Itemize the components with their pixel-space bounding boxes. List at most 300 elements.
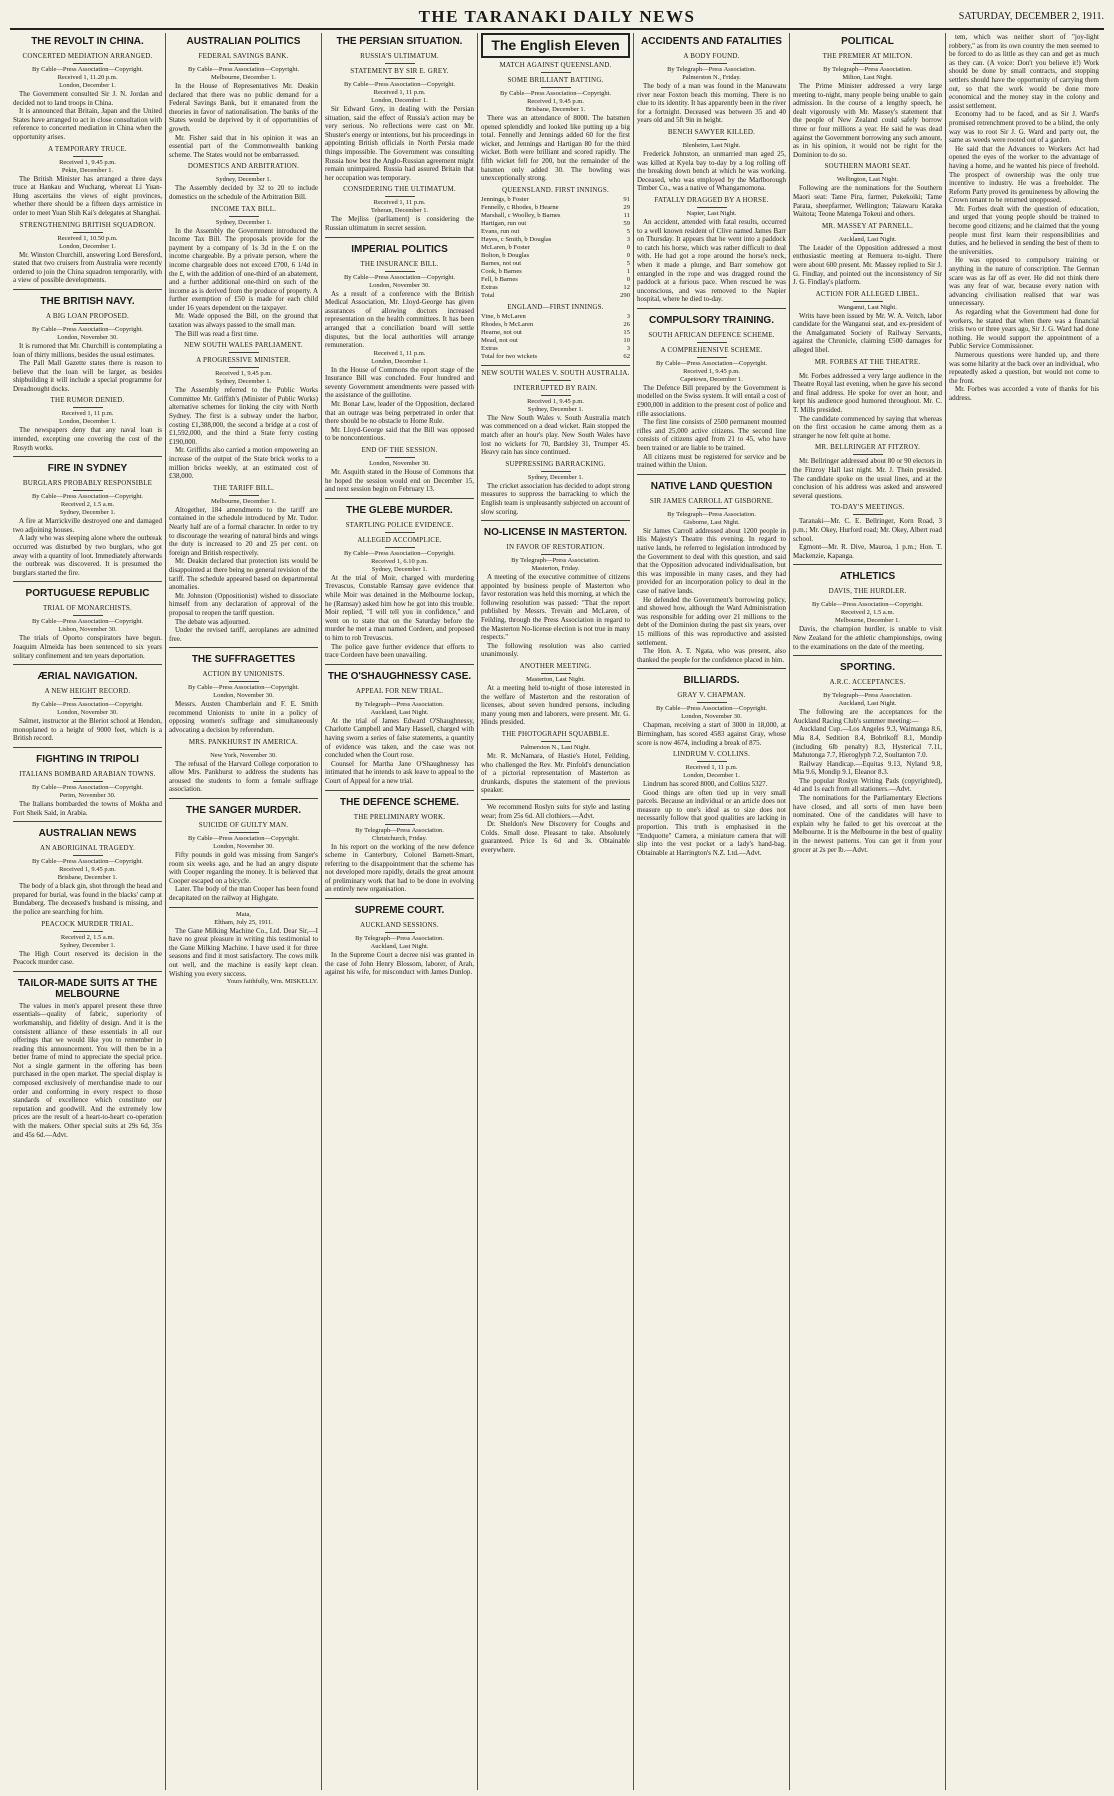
article-divider	[169, 907, 318, 908]
subheading-rule	[229, 367, 259, 368]
subheading-rule	[541, 673, 571, 674]
masthead	[10, 6, 1104, 30]
article-divider	[793, 655, 942, 656]
dateline: Received 2, 1.5 a.m.	[60, 501, 115, 509]
scorecard-title: ENGLAND—FIRST INNINGS.	[507, 302, 604, 311]
article-subheading: THE PHOTOGRAPH SQUABBLE.	[501, 730, 610, 738]
article	[481, 365, 630, 516]
article-paragraph: Sir James Carroll addressed about 1200 people in His Majesty's Theatre this evening. In regard to native lands, he referred to legislation introduced by the Government to deal with this question, and said that the Opposition advocated individualisation, but this was impossible in many cases, and they had provided for an incorporation policy to deal in the case of native lands.	[637, 526, 786, 595]
subheading-rule	[697, 342, 727, 343]
dateline: Received 2, 1.5 a.m.	[60, 933, 115, 941]
article-paragraph: Salmet, instructor at the Bleriot school at Hendon, monoplaned to a height of 9000 feet, which is a British record.	[13, 717, 162, 743]
article-paragraph: Chapman, receiving a start of 3000 in 18,000, at Birmingham, has scored 4583 against Gray, whose score is now 4674, including a break of 875.	[637, 721, 786, 747]
dateline: Gisborne, Last Night.	[683, 518, 740, 526]
article-paragraph: Counsel for Martha Jane O'Shaughnessy has intimated that he intends to ask leave to appeal to the Court of Appeal for a new trial.	[325, 759, 474, 785]
article-headline: NATIVE LAND QUESTION	[650, 480, 773, 492]
scorecard-row	[481, 260, 630, 268]
subheading-rule	[73, 232, 103, 233]
masthead-date: SATURDAY, DECEMBER 2, 1911.	[958, 11, 1104, 22]
article-divider	[325, 237, 474, 238]
dateline: By Cable—Press Association—Copyright.	[187, 835, 300, 843]
article	[13, 971, 162, 1140]
article	[637, 474, 786, 665]
article-paragraph: Taranaki—Mr. C. E. Bellringer, Korn Road, 3 p.m.; Mr. Okey, Hurford road; Mr. Okey, Albert road school.	[793, 517, 942, 543]
subheading-rule	[853, 454, 883, 455]
scorecard-table	[481, 196, 630, 300]
subheading-rule	[385, 271, 415, 272]
scorecard-row	[481, 329, 630, 337]
subheading-rule	[853, 233, 883, 234]
subheading-rule	[385, 196, 415, 197]
subheading-rule	[229, 63, 259, 64]
dateline: By Cable—Press Association—Copyright.	[31, 618, 144, 626]
article-paragraph: Mr. R. McNamara, of Hastie's Hotel, Feilding, who challenged the Rev. Mr. Pinfold's denunciation of a pictorial representation of Masterton as drunkards, disputes the statement of the previous speaker.	[481, 752, 630, 795]
article-subheading: NEW SOUTH WALES V. SOUTH AUSTRALIA.	[481, 368, 630, 377]
batsman-name: Evans, run out	[481, 227, 520, 235]
dateline: By Cable—Press Association—Copyright.	[499, 90, 612, 97]
dateline: Received 1, 11 p.m.	[373, 349, 426, 357]
dateline: Mata,	[236, 910, 251, 918]
dateline: By Telegraph—Press Association.	[355, 935, 444, 943]
article	[325, 790, 474, 895]
subheading-rule	[853, 63, 883, 64]
article-paragraph: He said that the Advances to Workers Act had opened the eyes of the worker to the advantage of having a home, and he wanted his piece of freehold. The prospect of ownership was the only true incentive to industry. He was a freeholder. The Reform Party proved its genuineness by allowing the Crown tenant to be returned unopposed.	[949, 144, 1099, 205]
article	[169, 647, 318, 794]
article-paragraph: The body of a black gin, shot through the head and prepared for burial, was found in the blacks' camp at Bundaberg. The deceased's husband is missing, and the police are searching for him.	[13, 882, 162, 916]
article	[481, 520, 630, 795]
article-paragraph: As a result of a conference with the British Medical Association, Mr. Lloyd-George has given assurances of allowing doctors increased representation on the health committees. It has been arranged that a conciliation board will settle disputes, but the local authorities will arrange remuneration.	[325, 289, 474, 350]
column	[634, 33, 790, 1790]
dateline: By Cable—Press Association—Copyright.	[31, 493, 144, 501]
subheading-rule	[73, 615, 103, 616]
article-paragraph: In the Supreme Court a decree nisi was granted in the case of John Henry Blossom, laborer, of Arah, against his wife, for misconduct with James Dunlop.	[325, 951, 474, 977]
article-subheading: STATEMENT BY SIR E. GREY.	[350, 67, 449, 75]
dateline: London, November 30.	[57, 709, 118, 717]
batsman-runs: 12	[623, 283, 630, 291]
article-headline: FIGHTING IN TRIPOLI	[36, 753, 139, 765]
batsman-name: Hartigan, run out	[481, 219, 527, 227]
dateline: Sydney, December 1.	[215, 218, 272, 226]
article-paragraph: The Mejliss (parliament) is considering the Russian ultimatum in secret session.	[325, 215, 474, 232]
batsman-runs: 0	[626, 251, 630, 259]
article-subheading: DOMESTICS AND ARBITRATION.	[187, 162, 300, 171]
article-paragraph: The New South Wales v. South Australia match was commenced on a dead wicket. Rain stopped the match after an hour's play. New South Wales have lost no wickets for 70, Bardsley 31, Trumper 45. Heavy rain has since continued.	[481, 413, 630, 457]
article-headline: THE SUFFRAGETTES	[191, 654, 296, 666]
article-paragraph: Numerous questions were handed up, and there was some hilarity at the back over an individual, who repeatedly asked a question, but would not come to the front.	[949, 350, 1099, 385]
article-divider	[13, 664, 162, 665]
batsman-runs: 15	[623, 328, 630, 336]
article-headline: ACCIDENTS AND FATALITIES	[641, 36, 782, 47]
article	[13, 747, 162, 817]
article-subheading: A BODY FOUND.	[683, 52, 740, 60]
dateline: Sydney, December 1.	[215, 378, 272, 386]
scorecard-row	[481, 252, 630, 260]
subheading-rule	[385, 824, 415, 825]
article	[169, 798, 318, 903]
subheading-rule	[541, 72, 571, 73]
article-headline: THE GLEBE MURDER.	[346, 504, 453, 516]
article-subheading: STARTLING POLICE EVIDENCE.	[345, 520, 454, 529]
article-subheading: AN ABORIGINAL TRAGEDY.	[39, 844, 136, 853]
subheading-rule	[229, 495, 259, 496]
dateline: Sydney, December 1.	[59, 941, 116, 949]
subheading-rule	[229, 749, 259, 750]
dateline: Received 1, 11.20 p.m.	[57, 74, 118, 81]
scorecard-row	[481, 212, 630, 220]
article-headline: TAILOR-MADE SUITS AT THE MELBOURNE	[17, 977, 158, 1000]
article-paragraph: All citizens must be registered for service and be trained within the Union.	[637, 452, 786, 470]
batsman-runs: 0	[626, 275, 630, 283]
batsman-runs: 91	[623, 195, 630, 203]
dateline: Received 2, 1.5 a.m.	[840, 609, 895, 617]
article-subheading: MR. BELLRINGER AT FITZROY.	[814, 443, 921, 452]
subheading-rule	[73, 698, 103, 699]
article-subheading: STRENGTHENING BRITISH SQUADRON.	[19, 220, 156, 229]
article-paragraph: The Prime Minister addressed a very large meeting to-night, many people being unable to gain admission. In the course of a lengthy speech, he dealt vigorously with Mr. Massey's statement that the people of New Zealand could safely borrow three or four millions a year. He said he was dead against the Government borrowing any such amount, as in his opinion, it would not be right for the Dominion to do so.	[793, 82, 942, 159]
article-subheading: MRS. PANKHURST IN AMERICA.	[188, 737, 299, 746]
article-paragraph: Messrs. Austen Chamberlain and F. E. Smith recommend Unionists to unite in a policy of opposing women's suffrage and simultaneously advocating a decision by referendum.	[169, 700, 318, 735]
scorecard-row	[481, 236, 630, 244]
article-divider	[481, 520, 630, 521]
batsman-name: Barnes, not out	[481, 259, 522, 267]
article	[13, 664, 162, 743]
article-divider	[637, 668, 786, 669]
column	[946, 33, 1102, 1790]
scorecard-row	[481, 196, 630, 204]
article-subheading: TRIAL OF MONARCHISTS.	[43, 604, 132, 613]
article-divider	[481, 799, 630, 800]
dateline: London, December 1.	[59, 418, 116, 426]
subheading-rule	[697, 761, 727, 762]
column	[790, 33, 946, 1790]
article-subheading: A COMPREHENSIVE SCHEME.	[660, 345, 763, 354]
dateline: Blenheim, Last Night.	[682, 141, 741, 149]
article-headline: IMPERIAL POLITICS	[351, 243, 448, 255]
dateline: Melbourne, December 1.	[835, 617, 900, 625]
subheading-rule	[385, 698, 415, 699]
scorecard-row	[481, 292, 630, 300]
dateline: Received 1, 11 p.m.	[685, 764, 738, 772]
article-subheading: SOUTH AFRICAN DEFENCE SCHEME.	[648, 330, 775, 339]
article	[13, 289, 162, 452]
batsman-runs: 62	[623, 352, 630, 360]
article	[637, 33, 786, 304]
article-paragraph: Mr. Wade opposed the Bill, on the ground that taxation was always passed to the small man.	[169, 312, 318, 330]
article-paragraph: At the trial of Moir, charged with murdering Trevascus, Constable Ramsay gave evidence that while Moir was detained in the Melbourne lockup, he (Ramsay) asked him how he got into this trouble. Moir replied, "I will tell you in confidence," and went on to state that on the Saturday before the murder he met a man named Cordeen, and proposed to him to rob Trevascus.	[325, 573, 474, 642]
article	[793, 564, 942, 651]
article-paragraph: In the House of Commons the report stage of the Insurance Bill was concluded. Four hundred and seventy Government amendments were passed with the assistance of the guillotine.	[325, 365, 474, 400]
article	[949, 33, 1099, 403]
batsman-runs: 0	[626, 243, 630, 251]
subheading-rule	[853, 598, 883, 599]
article-paragraph: Mr. Forbes dealt with the question of education, and urged that young people should be trained to become good citizens; and he claimed that the young people must first learn their responsibilities and duties, and he believed in sending the best of them to the universities.	[949, 204, 1099, 256]
dateline: Lisbon, November 30.	[58, 626, 117, 634]
article-paragraph: Later. The body of the man Cooper has been found decapitated on the railway at Highgate.	[169, 885, 318, 902]
subheading-rule	[385, 457, 415, 458]
subheading-rule	[229, 681, 259, 682]
subheading-rule	[541, 87, 571, 88]
article-paragraph: Mr. Winston Churchill, answering Lord Beresford, stated that two cruisers from Australia were recently ordered to join the China squadron temporarily, with a view of possible developments.	[13, 250, 162, 285]
article-subheading: LINDRUM V. COLLINS.	[672, 750, 751, 759]
article	[325, 664, 474, 786]
article-headline: SUPREME COURT.	[354, 905, 445, 917]
article-paragraph: The first line consists of 2500 permanent mounted rifles and 25,000 active citizens. The second line consists of citizens aged from 21 to 45, who have been trained or are liable to be trained.	[637, 418, 786, 453]
dateline: Received 1, 10.50 p.m.	[57, 234, 118, 242]
batsman-runs: 29	[623, 203, 630, 211]
letter-signature: Yours faithfully, Wm. MISKELLY.	[226, 978, 318, 986]
article	[793, 33, 942, 560]
dateline: Auckland, Last Night.	[370, 708, 429, 716]
dateline: By Cable—Press Association—Copyright.	[31, 858, 144, 866]
dateline: London, December 1.	[683, 772, 740, 780]
scorecard-row	[481, 321, 630, 329]
article-subheading: END OF THE SESSION.	[361, 446, 438, 455]
subheading-rule	[385, 547, 415, 548]
article-paragraph: Under the revised tariff, aeroplanes are admitted free.	[169, 626, 318, 643]
dateline: London, November 30.	[213, 692, 274, 700]
subheading-rule	[385, 932, 415, 933]
dateline: Received 1, 9.45 p.m.	[527, 98, 584, 105]
article-headline: THE PERSIAN SITUATION.	[336, 36, 463, 47]
dateline: Masterton, Last Night.	[526, 676, 585, 684]
dateline: By Cable—Press Association—Copyright.	[187, 684, 300, 692]
dateline: Wellington, Last Night.	[836, 176, 899, 184]
dateline: Napier, Last Night.	[686, 209, 737, 217]
article-paragraph: In the House of Representatives Mr. Deakin declared that there was no public demand for a Federal Savings Bank, but it emanated from the theories in favor of nationalisation. The banks of the States would be deprived by it of opportunities of growth.	[169, 82, 318, 133]
article-headline: SPORTING.	[839, 662, 895, 674]
dateline: By Cable—Press Association—Copyright.	[31, 783, 144, 791]
subheading-rule	[385, 78, 415, 79]
dateline: Perim, November 30.	[59, 791, 116, 799]
article-divider	[637, 474, 786, 475]
article-paragraph: Mr. Griffiths also carried a motion empowering an increase of the output of the State brick works to a million bricks weekly, at an estimated cost of £38,000.	[169, 446, 318, 481]
batsman-runs: 290	[620, 291, 630, 299]
article-paragraph: Mr. Deakin declared that protection ists would be disappointed at there being no general revision of the tariff. The schedule appeared based on departmental anomalies.	[169, 557, 318, 592]
dateline: Received 1, 6.10 p.m.	[371, 557, 428, 565]
dateline: Palmerston N., Last Night.	[520, 744, 591, 751]
article	[793, 655, 942, 854]
batsman-runs: 3	[626, 344, 630, 352]
article-paragraph: At the trial of James Edward O'Shaughnessy, Charlotte Campbell and Mary Hassell, charged with having sworn a series of false statements, a quantity of evidence was taken, and the case was not concluded when the Court rose.	[325, 716, 474, 760]
article-paragraph: Mr. Bonar Law, leader of the Opposition, declared that an outrage was being perpetrated in order that there should be no obstacle to Home Rule.	[325, 400, 474, 426]
article-paragraph: Sir Edward Grey, in dealing with the Persian situation, said the effect of Russia's action may be very serious. No reflections were cast on Mr. Shuster's energy or intentions, but his proceedings in appointing British officials in North Persia made things impossible. The Government was consulting Russia how best the Anglo-Russian agreement might remain unimpaired. Russia had assured Britain that her occupation was temporary.	[325, 105, 474, 182]
article-paragraph: Mr. Asquith stated in the House of Commons that he hoped the session would end on December 15, and next session begin on February 13.	[325, 468, 474, 494]
dateline: London, December 1.	[59, 82, 116, 89]
article-headline: The English Eleven	[481, 33, 630, 58]
batsman-name: Fennelly, c Rhodes, b Hearne	[481, 203, 559, 211]
article	[325, 898, 474, 977]
batsman-runs: 10	[623, 336, 630, 344]
article-subheading: A BIG LOAN PROPOSED.	[46, 311, 129, 320]
article-paragraph: We recommend Roslyn suits for style and lasting wear; from 25s 6d. All clothiers.—Advt.	[481, 802, 630, 820]
subheading-rule	[697, 508, 727, 509]
article-headline: POLITICAL	[841, 36, 894, 47]
article-paragraph: In the Assembly the Government introduced the Income Tax Bill. The proposals provide for the payment by a company of 1s 3d in the £ on the income chargeable. By a private person, where the income chargeable does not exceed £700, 6 1/4d in the £, with the addition of one-third of an abatement, and a further additional one-third on such of the income as is derived from the produce of property. A further exemption of £50 is made for each child under 16 years dependent on the taxpayer.	[169, 226, 318, 312]
article-divider	[169, 798, 318, 799]
subheading-rule	[541, 554, 571, 555]
article-subheading: A.R.C. ACCEPTANCES.	[829, 678, 906, 687]
article-headline: AUSTRALIAN NEWS	[38, 828, 137, 840]
batsman-name: Total	[481, 291, 495, 299]
subheading-rule	[73, 931, 103, 932]
article-paragraph: The values in men's apparel present these three essentials—quality of fabric, superiority of workmanship, and fidelity of design. And it is the consistent alliance of these essentials in all our offerings that we would like you to remember in reading this announcement. You will then be in a better frame of mind to appreciate the special price. Not a single garment in the offering has been purchased in the open market. The special display is composed exclusively of merchandise made to our order and conforming in every respect to those standards of excellence which constitute our reputation and goodwill. And the extremely low prices are the result of a heart-to-heart co-operation with the makers. Other special suits at 29s 6d, 35s and 45s 6d.—Advt.	[13, 1001, 162, 1139]
article	[325, 33, 474, 233]
article-subheading: ANOTHER MEETING.	[519, 662, 592, 671]
article-paragraph: Davis, the champion hurdler, is unable to visit New Zealand for the athletic championships, owing to the examinations on the date of the meeting.	[793, 625, 942, 651]
scorecard-row	[481, 353, 630, 361]
dateline: By Cable—Press Association—Copyright.	[811, 601, 924, 609]
article-subheading: THE PRELIMINARY WORK.	[353, 812, 446, 821]
scorecard-row	[481, 284, 630, 292]
subheading-rule	[853, 173, 883, 174]
article-subheading: SOME BRILLIANT BATTING.	[507, 76, 604, 84]
article-paragraph: The cricket association has decided to adopt strong measures to suppress the barracking to which the English team is unpleasantly subjected on account of slow scoring.	[481, 481, 630, 516]
subheading-rule	[853, 689, 883, 690]
article-paragraph: The newspapers deny that any naval loan is intended, excepting one covering the cost of the Rosyth works.	[13, 426, 162, 452]
article-subheading: INTERRUPTED BY RAIN.	[513, 383, 598, 392]
article	[325, 498, 474, 660]
article-paragraph: The British Minister has arranged a three days truce at Hankau and Wuchang, whereat Li Yuan-Hung ascertains the views of eight provinces, whether there should be a fifteen days armistice in order to meet Yuan Shih Kai's delegates at Shanghai.	[13, 174, 162, 217]
batsman-name: Mead, not out	[481, 336, 518, 344]
article	[169, 33, 318, 643]
subheading-rule	[385, 532, 415, 533]
article-divider	[637, 308, 786, 309]
article-paragraph: The trials of Oporto conspirators have begun. Joaquim Almeida has been sentenced to six years solitary confinement and ten years deportation.	[13, 634, 162, 660]
batsman-runs: 59	[623, 219, 630, 227]
subheading-rule	[697, 702, 727, 703]
scorecard-row	[481, 268, 630, 276]
article-subheading: ITALIANS BOMBARD ARABIAN TOWNS.	[19, 769, 156, 778]
article-paragraph: The Hon. A. T. Ngata, who was present, also thanked the people for the confidence placed in him.	[637, 647, 786, 664]
column	[478, 33, 634, 1790]
dateline: Received 1, 11 p.m.	[373, 89, 426, 96]
dateline: Received 1, 9.45 p.m.	[59, 158, 116, 166]
subheading-rule	[697, 357, 727, 358]
columns-container	[10, 33, 1104, 1790]
article-subheading: SIR JAMES CARROLL AT GISBORNE.	[649, 496, 774, 505]
dateline: By Telegraph—Press Association.	[667, 510, 756, 518]
article-paragraph: A fire at Marrickville destroyed one and damaged two adjoining houses.	[13, 517, 162, 534]
subheading-rule	[853, 514, 883, 515]
article-paragraph: It is rumored that Mr. Churchill is contemplating a loan of thirty millions, besides the usual estimates.	[13, 341, 162, 359]
article-divider	[13, 289, 162, 290]
article-subheading: MATCH AGAINST QUEENSLAND.	[499, 61, 612, 69]
subheading-rule	[229, 352, 259, 353]
subheading-rule	[73, 781, 103, 782]
article	[325, 237, 474, 494]
dateline: Brisbane, December 1.	[57, 874, 118, 882]
article-divider	[13, 747, 162, 748]
dateline: London, December 1.	[59, 242, 116, 250]
article-paragraph: Mr. Fisher said that in his opinion it was an essential part of the Commonwealth banking scheme. The States would not be embarrassed.	[169, 133, 318, 159]
dateline: Melbourne, December 1.	[211, 497, 276, 505]
masthead-title: THE TARANAKI DAILY NEWS	[418, 7, 696, 26]
batsman-name: Bolton, b Douglas	[481, 251, 530, 259]
subheading-rule	[697, 63, 727, 64]
article-paragraph: Mr. Lloyd-George said that the Bill was opposed to be noncontentious.	[325, 425, 474, 443]
dateline: By Cable—Press Association—Copyright.	[187, 66, 300, 73]
dateline: London, December 1.	[371, 97, 428, 104]
dateline: London, December 1.	[371, 357, 428, 365]
article	[13, 456, 162, 577]
article-subheading: INCOME TAX BILL.	[210, 204, 277, 213]
article-divider	[793, 564, 942, 565]
article-subheading: IN FAVOR OF RESTORATION.	[506, 543, 605, 552]
dateline: By Telegraph—Press Association.	[667, 66, 756, 73]
article-paragraph: Frederick Johnston, an unmarried man aged 25, was killed at Kyela bay to-day by a log rolling off the breaking down bench at which he was working. Deceased, who was employed by the Marlborough Timber Co., was a native of Whangamomona.	[637, 149, 786, 193]
dateline: By Cable—Press Association—Copyright.	[31, 325, 144, 333]
batsman-name: Marshall, c Woolley, b Barnes	[481, 211, 561, 219]
article-divider	[13, 456, 162, 457]
article	[13, 821, 162, 967]
article-paragraph: The Gane Milking Machine Co., Ltd. Dear Sir,—I have no great pleasure in writing this testimonial to the Gane Milking Machine. I have used it for three seasons and find it most satisfactory. The cows milk out well, and the machine is easily kept clean. Wishing you every success.	[169, 926, 318, 978]
article-subheading: MR. MASSEY AT PARNELL.	[821, 221, 914, 230]
article-paragraph: He defended the Government's borrowing policy, and showed how, although the Ward Administration was responsible for adding over 21 millions to the debt of the Dominion during the past six years, over 15 millions of this was reproductive and assisted settlement.	[637, 595, 786, 647]
article-paragraph: A meeting of the executive committee of citizens appointed by business people of Masterton who favor restoration was held this morning, at which the following resolution was passed: "That the report published by Messrs. Trevain and McLaren, of Feilding, through the Press Association in regard to the Masterton No-license election is not true in many respects."	[481, 573, 630, 642]
article-subheading: AUCKLAND SESSIONS.	[360, 921, 439, 930]
article-paragraph: Egmont—Mr. R. Dive, Mauroa, 1 p.m.; Hon. T. Mackenzie, Kapanga.	[793, 543, 942, 560]
subheading-rule	[541, 395, 571, 396]
article	[169, 907, 318, 987]
subheading-rule	[541, 471, 571, 472]
column	[322, 33, 478, 1790]
subheading-rule	[229, 173, 259, 174]
subheading-rule	[229, 216, 259, 217]
batsman-runs: 26	[623, 320, 630, 328]
article-divider	[169, 647, 318, 648]
article-paragraph: An accident, attended with fatal results, occurred to a well known resident of Clive named James Barr on Thursday. It appears that he went into a paddock to catch his horse, which was rather difficult to deal with. He had got a rope around the horse's neck, when it made a plunge, and Barr somehow got entangled in the rope and was dragged round the paddock at a furious pace. When rescued he was unconscious, and was removed to the Napier hospital, where he died to-day.	[637, 217, 786, 304]
article-headline: BILLIARDS.	[683, 675, 740, 687]
batsman-name: Fell, b Barnes	[481, 275, 518, 283]
article-paragraph: There was an attendance of 8000. The batsmen opened splendidly and looked like putting up a big total. Fennelly and Jennings added 60 for the first wicket, and Jennings and Hartigan 80 for the third wicket. Both were brilliant and scored rapidly. The fifth wicket fell for 200, but the remainder of the batsmen only added 30. The bowling was unexceptionally strong.	[481, 114, 630, 183]
article-paragraph: Mr. Johnston (Oppositionist) wished to dissociate himself from any declaration of approval of the proposal to reopen the tariff question.	[169, 591, 318, 617]
article-subheading: SOUTHERN MAORI SEAT.	[824, 162, 911, 171]
batsman-runs: 5	[626, 259, 630, 267]
article-paragraph: Mr. Forbes was accorded a vote of thanks for his address.	[949, 385, 1099, 402]
article-divider	[481, 365, 630, 366]
article-paragraph: Economy had to be faced, and as Sir J. Ward's promised retrenchment proved to be a blind, the only way was to root Sir J. G. Ward and party out, the same as weeds were rooted out of a garden.	[949, 110, 1099, 145]
article-divider	[325, 790, 474, 791]
batsman-name: Rhodes, b McLaren	[481, 320, 534, 328]
article-paragraph: The Government consulted Sir J. N. Jordan and decided not to land troops in China.	[13, 90, 162, 107]
article-paragraph: As regarding what the Government had done for workers, he stated that when there was a financial crisis two or three years ago, Sir J. G. Ward had done nothing. He would support the appointment of a Public Service Commissioner.	[949, 308, 1099, 351]
article-divider	[13, 581, 162, 582]
article-paragraph: Following are the nominations for the Southern Maori seat: Tame Pira, farmer, Pukekoiki; Tame Parata, sheepfarmer, Wellington; Taiawaru Karaka Waitota; Teone Matenga Tokeui and others.	[793, 184, 942, 219]
dateline: By Cable—Press Association—Copyright.	[343, 549, 456, 557]
batsman-runs: 1	[626, 267, 630, 275]
article-paragraph: Mr. Forbes addressed a very large audience in the Theatre Royal last evening, when he gave his second and final address. He spoke for over an hour, and kept his audience good humored throughout. Mr. C. T. Mills presided.	[793, 371, 942, 415]
dateline: London, November 30.	[369, 460, 430, 468]
dateline: Auckland, Last Night.	[370, 943, 429, 951]
dateline: By Cable—Press Association—Copyright.	[343, 81, 456, 88]
article-paragraph: Railway Handicap.—Equitas 9.13, Nyland 9.8, Mia 9.6, Mondip 9.1, Eleanor 8.3.	[793, 759, 942, 777]
dateline: Capetown, December 1.	[680, 375, 743, 383]
article-paragraph: Altogether, 184 amendments to the tariff are contained in the schedule introduced by Mr. Tudor. Nearly half are of a formal character. In order to try to discourage the wearing of natural birds and wings the duty is increased to 20 and 25 per cent. on foreign and British respectively.	[169, 505, 318, 557]
article-paragraph: The Bill was read a first time.	[175, 329, 259, 338]
article-headline: THE DEFENCE SCHEME.	[340, 796, 459, 808]
article-paragraph: At a meeting held to-night of those interested in the welfare of Masterton and the restoration of licenses, about seven hundred persons, including many young men and laborers, were present. Mr. G. Hinds presided.	[481, 684, 630, 727]
article-headline: PORTUGUESE REPUBLIC	[25, 588, 150, 600]
article-subheading: THE INSURANCE BILL.	[360, 259, 439, 268]
batsman-runs: 5	[626, 227, 630, 235]
dateline: By Telegraph—Press Association.	[355, 826, 444, 834]
subheading-rule	[697, 139, 727, 140]
article-subheading: SUPPRESSING BARRACKING.	[505, 459, 606, 468]
dateline: By Cable—Press Association—Copyright.	[31, 701, 144, 709]
dateline: Milton, Last Night.	[842, 74, 893, 81]
dateline: London, November 30.	[681, 713, 742, 721]
subheading-rule	[541, 741, 571, 742]
